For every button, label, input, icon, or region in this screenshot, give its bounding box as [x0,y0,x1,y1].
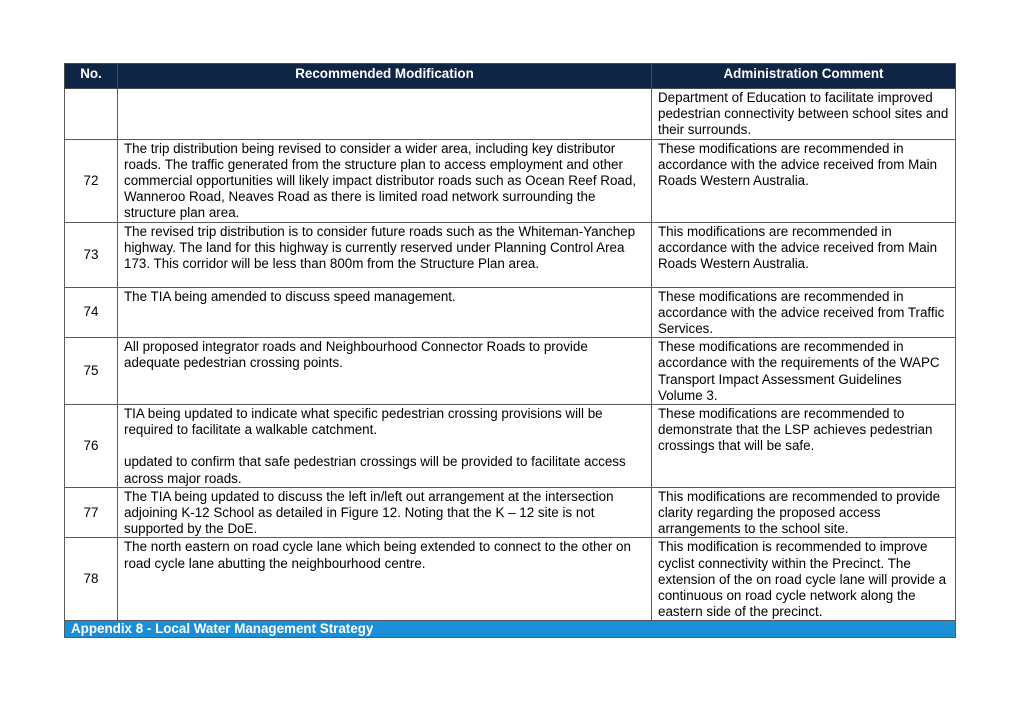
row-number: 77 [65,487,118,538]
row-number: 74 [65,287,118,338]
modification-cell [118,89,652,140]
paragraph-gap [124,438,645,454]
row-number: 73 [65,222,118,287]
table-row [65,338,956,405]
comment-cell: This modifications are recommended to provide clarity regarding the proposed access arrangements to the school site. [652,487,956,538]
section-heading: Appendix 8 - Local Water Management Strategy [65,621,956,638]
table-row [65,287,956,338]
table-row [65,139,956,222]
header-comment: Administration Comment [652,64,956,89]
table-row-continuation [65,89,956,140]
table-header-row [65,64,956,89]
row-number: 72 [65,139,118,222]
no-cell [65,89,118,140]
modification-paragraph: TIA being updated to indicate what specific pedestrian crossing provisions will be required to facilitate a walkable catchment. [124,406,603,438]
table-row [65,487,956,538]
comment-cell: These modifications are recommended in accordance with the advice received from Main Roads Western Australia. [652,139,956,222]
header-no: No. [65,64,118,89]
comment-cell: This modifications are recommended in accordance with the advice received from Main Roads Western Australia. [652,222,956,287]
comment-cell: Department of Education to facilitate improved pedestrian connectivity between school sites and their surrounds. [652,89,956,140]
table-row [65,538,956,621]
modification-cell: All proposed integrator roads and Neighbourhood Connector Roads to provide adequate pedestrian crossing points. [118,338,652,405]
section-row [65,621,956,638]
row-number: 78 [65,538,118,621]
modification-cell: The revised trip distribution is to consider future roads such as the Whiteman-Yanchep highway. The land for this highway is currently reserved under Planning Control Area 173. This corridor will be less than 800m from the Structure Plan area. [118,222,652,287]
comment-cell: These modifications are recommended in accordance with the advice received from Traffic Services. [652,287,956,338]
row-number: 75 [65,338,118,405]
modification-paragraph: updated to confirm that safe pedestrian crossings will be provided to facilitate access across major roads. [124,454,626,486]
comment-cell: This modification is recommended to improve cyclist connectivity within the Precinct. The extension of the on road cycle lane will provide a continuous on road cycle network along the eastern side of the precinct. [652,538,956,621]
comment-cell: These modifications are recommended to demonstrate that the LSP achieves pedestrian crossings that will be safe. [652,405,956,488]
row-number: 76 [65,405,118,488]
modification-cell [118,405,652,488]
table-row [65,405,956,488]
modification-cell: The trip distribution being revised to consider a wider area, including key distributor roads. The traffic generated from the structure plan to access employment and other commercial opportunities will likely impact distributor roads such as Ocean Reef Road, Wanneroo Road, Neaves Road as there is limited road network surrounding the structure plan area. [118,139,652,222]
table-row [65,222,956,287]
modification-cell: The TIA being updated to discuss the left in/left out arrangement at the intersection adjoining K-12 School as detailed in Figure 12. Noting that the K – 12 site is not supported by the DoE. [118,487,652,538]
modifications-table [64,63,956,638]
modification-cell: The north eastern on road cycle lane which being extended to connect to the other on road cycle lane abutting the neighbourhood centre. [118,538,652,621]
modification-cell: The TIA being amended to discuss speed management. [118,287,652,338]
header-modification: Recommended Modification [118,64,652,89]
comment-cell: These modifications are recommended in accordance with the requirements of the WAPC Transport Impact Assessment Guidelines Volume 3. [652,338,956,405]
